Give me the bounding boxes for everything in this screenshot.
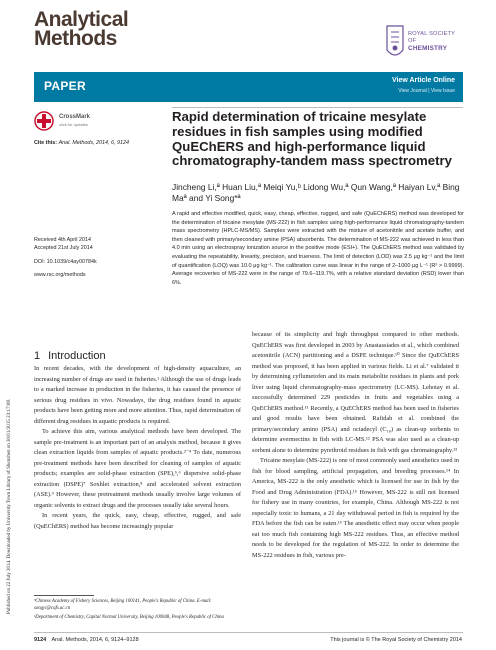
- footnote-affiliation-a: ªChinese Academy of Fishery Sciences, Beijing 100141, People's Republic of China. E-mail: songyi@cafs.ac.cn: [34, 599, 212, 611]
- crossmark-sublabel: click for updates: [59, 122, 88, 127]
- view-article-online-link[interactable]: View Article Online: [391, 77, 455, 84]
- citation-prefix: Cite this:: [34, 140, 58, 146]
- body-column-left: [34, 364, 241, 532]
- footer-copyright: This journal is © The Royal Society of Chemistry 2014: [330, 637, 462, 643]
- publisher-line1: ROYAL SOCIETY: [408, 31, 456, 37]
- footnote-affiliation-b: ᵇDepartment of Chemistry, Capital Normal University, Beijing 100048, People's Republic of China: [34, 615, 224, 620]
- download-note-text: Published on 22 July 2014. Downloaded by University Town Library of Shenzhen on 30/01/2015 23:17:08.: [7, 398, 12, 614]
- download-watermark: [0, 60, 14, 620]
- article-type-banner: [34, 72, 463, 102]
- footer-divider: [34, 632, 463, 633]
- body-paragraph: Tricaine mesylate (MS-222) is one of most commonly used anesthetics used in fish for blood sampling, artificial propagation, and breeding processes.¹⁴ In America, MS-222 is the only anesthetic which is licensed for use in fish by the Food and Drug Administration (FDA).¹⁵ However, MS-222 is still not licensed for fishery use in many countries, for example, China. Although MS-222 is not especially toxic to humans, a 21 day withdrawal period in fish is required by the FDA before the fish can be eaten.¹⁵ The anesthetic effect may occur when people eat too much fish containing high MS-222 residues. Thus, an effective method needs to be developed for the regulation of MS-222. In order to determine the MS-222 residues in fish, various pre-: [252, 457, 459, 559]
- footer-citation-text: Anal. Methods, 2014, 6, 9124–9128: [51, 637, 139, 643]
- citation-line: [34, 140, 129, 146]
- body-column-right: [252, 330, 459, 561]
- citation-reference: Anal. Methods, 2014, 6, 9124: [58, 140, 129, 146]
- journal-title-line2: Methods: [34, 27, 117, 50]
- journal-title-line1: Analytical: [34, 8, 129, 31]
- doi-link[interactable]: DOI: 10.1039/c4ay00784k: [34, 258, 97, 265]
- author-list: Jincheng Li,ª Huan Liu,ª Meiqi Yu,ᵇ Lidong Wu,ª Qun Wang,ª Haiyan Lv,ª Bing Maª and Yi Song*ª: [172, 182, 460, 203]
- article-type-label: PAPER: [44, 79, 86, 93]
- view-journal-issue-link[interactable]: View Journal | View Issue: [398, 88, 455, 94]
- publisher-line2: OF: [408, 38, 417, 44]
- article-title: Rapid determination of tricaine mesylate residues in fish samples using modified QuEChERS and high-performance liquid chromatography-tandem mass spectrometry: [172, 109, 452, 169]
- section-number: 1: [34, 350, 41, 362]
- journal-url-link[interactable]: www.rsc.org/methods: [34, 271, 86, 278]
- publisher-name: [408, 31, 455, 52]
- body-paragraph: To achieve this aim, various analytical methods have been developed. The sample pre-treatment is an important part of an analysis method, because it gives clean extraction liquids from samples of aquatic products.²⁻⁴ To date, numerous pre-treatment methods have been described for cleaning of samples of aquatic products; examples are solid-phase extraction (SPE),⁵,⁶ dispersive solid-phase extraction (DSPE)⁷ Soxhlet extraction,⁸ and accelerated solvent extraction (ASE).⁹ However, these pretreatment methods usually involve large volumes of organic solvents to extract drugs and the processes usually take several hours.: [34, 428, 241, 509]
- page-number: 9124: [34, 637, 47, 643]
- body-paragraph: In recent years, the quick, easy, cheap, effective, rugged, and safe (QuEChERS) method has become increasingly popular: [34, 512, 241, 530]
- accepted-date: Accepted 21st July 2014: [34, 245, 93, 252]
- article-metadata: [34, 236, 97, 279]
- title-divider: [172, 107, 463, 108]
- abstract-text: A rapid and effective modified, quick, easy, cheap, effective, rugged, and safe (QuEChERS) method was developed for the determination of tricaine mesylate (MS-222) in fish samples using high-performance liquid chromatography-tandem mass spectrometry (HPLC-MS/MS). Samples were extracted with the mixture of acetonitrile and acetate buffer, and then cleaned with primary/secondary amine (PSA) absorbents. The determination of MS-222 was achieved in less than 4.0 min using an electrospray ionization source in the positive mode (ESI+). The QuEChERS method was validated by evaluating the repeatability, linearity, precision, and trueness. The limit of detection (LOD) was 2.5 μg kg⁻¹ and the limit of quantification (LOQ) was 10.0 μg kg⁻¹. The calibration curve was linear in the range of 2–1000 μg L⁻¹ (R² > 0.9999). Average recoveries of MS-222 were in the range of 79.6–119.7%, with a relative standard deviation (RSD) lower than 6%.: [172, 211, 464, 286]
- section-title: Introduction: [48, 350, 106, 362]
- rsc-emblem-icon: [383, 22, 407, 62]
- body-paragraph: because of its simplicity and high throughput compared to other methods. QuEChERS was first developed in 2003 by Anastassiades et al., which combined acetonitrile (ACN) partitioning and a DSPE technique.¹⁰ Since the QuEChERS method was proposed, it has been applied in various fields. Li et al.⁷ validated it by determining cyflumetofen and its main metabolite residues in plants and pork liver using liquid chromatography-mass spectrometry (LC-MS). Lehotay et al. successfully determined 229 pesticides in fruits and vegetables using a QuEChERS method.¹¹ Recently, a QuEChERS method has been used in fisheries and good results have been obtained. Rafidah et al. combined the primary/secondary amino (PSA) and octadecyl (C₁₈) as clean-up sorbents to determine avermectins in fish with LC-MS.¹² PSA was also used as a clean-up sorbent alone to determine pyrethroid residues in fish with gas chromatography.¹³: [252, 331, 459, 454]
- footer-citation: [34, 637, 139, 643]
- body-paragraph: In recent decades, with the development of high-density aquaculture, an increasing number of drugs are used in fisheries.¹ Although the use of drugs leads to a marked increase in production in the fisheries, it has caused the presence of serious drug residues in vivo. Nowadays, the drug residues found in aquatic products have been getting more and more attention. Thus, rapid determination of different drug residues in aquatic products is required.: [34, 365, 241, 425]
- crossmark-label: CrossMark: [59, 114, 91, 120]
- crossmark-icon: [34, 111, 54, 131]
- section-heading-introduction: [34, 350, 106, 362]
- crossmark-label-block: [59, 114, 90, 128]
- crossmark-badge[interactable]: [34, 111, 94, 133]
- affiliation-footnotes: [34, 598, 241, 623]
- footnote-divider: [34, 595, 94, 596]
- publisher-line3: CHEMISTRY: [408, 45, 448, 52]
- received-date: Received 4th April 2014: [34, 237, 91, 243]
- publisher-logo[interactable]: [383, 22, 471, 62]
- journal-title: [34, 10, 128, 48]
